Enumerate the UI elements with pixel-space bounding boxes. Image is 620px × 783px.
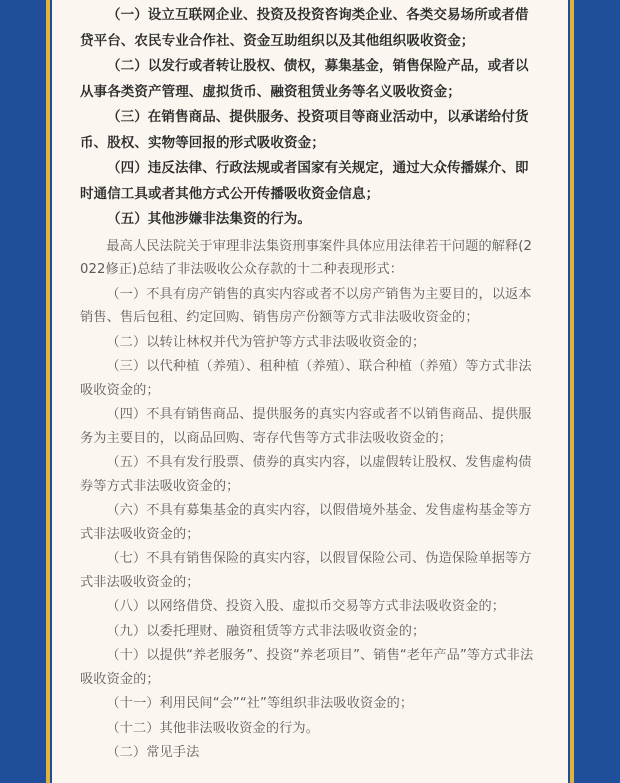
form-item-8: （八）以网络借贷、投资入股、虚拟币交易等方式非法吸收资金的；: [106, 599, 506, 614]
intro-paragraph: 最高人民法院关于审理非法集资刑事案件具体应用法律若干问题的解释(2022修正)总结了非法吸收公众存款的十二种表现形式：: [80, 238, 533, 277]
form-item-3: （三）以代种植（养殖）、租种植（养殖）、联合种植（养殖）等方式非法吸收资金的；: [80, 359, 532, 398]
form-item-7: （七）不具有销售保险的真实内容，以假冒保险公司、伪造保险单据等方式非法吸收资金的；: [80, 551, 532, 590]
left-gold-border: [46, 0, 50, 783]
next-section-heading: （二）常见手法: [106, 745, 200, 760]
form-item-6: （六）不具有募集基金的真实内容，以假借境外基金、发售虚构基金等方式非法吸收资金的；: [80, 503, 532, 542]
form-item-2: （二）以转让林权并代为管护等方式非法吸收资金的；: [106, 334, 426, 350]
highlight-item-5: （五）其他涉嫌非法集资的行为。: [107, 211, 311, 227]
form-item-4: （四）不具有销售商品、提供服务的真实内容或者不以销售商品、提供服务为主要目的，以商品回购、寄存代售等方式非法吸收资金的；: [80, 407, 532, 446]
form-item-9: （九）以委托理财、融资租赁等方式非法吸收资金的；: [106, 623, 426, 639]
form-item-1: （一）不具有房产销售的真实内容或者不以房产销售为主要目的，以返本销售、售后包租、约定回购、销售房产份额等方式非法吸收资金的；: [80, 286, 532, 325]
highlight-item-4: （四）违反法律、行政法规或者国家有关规定，通过大众传播媒介、即时通信工具或者其他方式公开传播吸收资金信息；: [80, 160, 529, 202]
highlighted-list: [80, 3, 540, 233]
right-gold-border: [570, 0, 574, 783]
highlight-item-2: （二）以发行或者转让股权、债权，募集基金，销售保险产品，或者以从事各类资产管理、虚拟货币、融资租赁业务等名义吸收资金；: [80, 58, 529, 100]
form-item-11: （十一）利用民间“会”“社”等组织非法吸收资金的；: [106, 696, 414, 711]
form-item-10: （十）以提供“养老服务”、投资“养老项目”、销售“老年产品”等方式非法吸收资金的；: [80, 648, 534, 687]
form-item-5: （五）不具有发行股票、债券的真实内容，以虚假转让股权、发售虚构债券等方式非法吸收资金的；: [80, 455, 532, 494]
highlight-item-3: （三）在销售商品、提供服务、投资项目等商业活动中，以承诺给付货币、股权、实物等回报的形式吸收资金；: [80, 109, 529, 151]
content-panel: [52, 0, 568, 783]
highlight-item-1: （一）设立互联网企业、投资及投资咨询类企业、各类交易场所或者借贷平台、农民专业合作社、资金互助组织以及其他组织吸收资金；: [80, 7, 529, 49]
form-item-12: （十二）其他非法吸收资金的行为。: [106, 720, 319, 736]
